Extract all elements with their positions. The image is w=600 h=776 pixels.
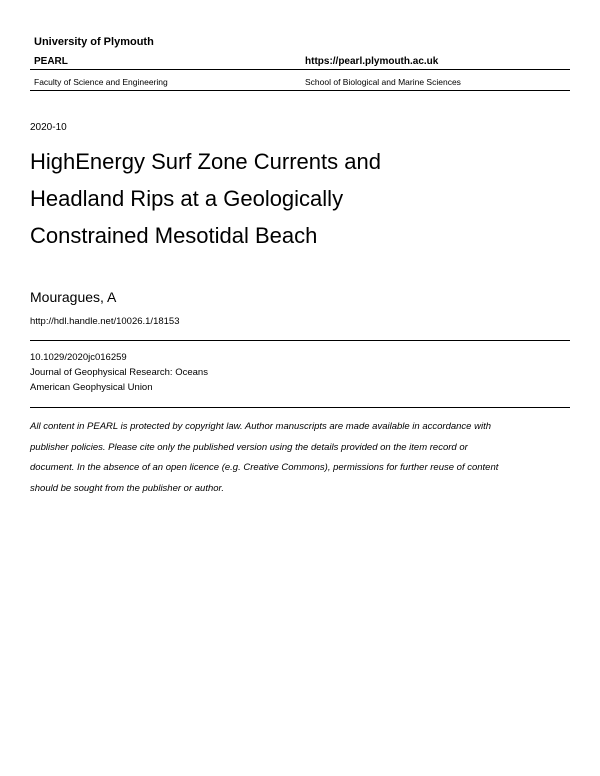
notice-line: should be sought from the publisher or author.	[30, 482, 224, 494]
publication-date: 2020-10	[30, 122, 67, 133]
header-bottom-rule	[30, 90, 570, 91]
notice-line: publisher policies. Please cite only the published version using the details provided on the item record or	[30, 441, 468, 453]
school-name: School of Biological and Marine Sciences	[305, 77, 461, 87]
publisher-name: American Geophysical Union	[30, 382, 153, 393]
handle-link[interactable]: http://hdl.handle.net/10026.1/18153	[30, 316, 180, 327]
journal-name: Journal of Geophysical Research: Oceans	[30, 367, 208, 378]
repository-name: PEARL	[34, 56, 68, 67]
doi: 10.1029/2020jc016259	[30, 352, 127, 363]
notice-line: All content in PEARL is protected by copyright law. Author manuscripts are made available in accordance with	[30, 421, 491, 432]
meta-bottom-rule	[30, 407, 570, 408]
title-line: HighEnergy Surf Zone Currents and	[30, 149, 381, 174]
title-line: Headland Rips at a Geologically	[30, 186, 344, 211]
copyright-notice	[30, 417, 575, 499]
notice-line: document. In the absence of an open licence (e.g. Creative Commons), permissions for further reuse of content	[30, 462, 499, 473]
header-top-rule	[30, 69, 570, 70]
repository-link[interactable]: https://pearl.plymouth.ac.uk	[305, 56, 439, 67]
meta-top-rule	[30, 340, 570, 341]
publication-meta	[30, 350, 208, 395]
paper-title	[30, 143, 550, 254]
title-line: Constrained Mesotidal Beach	[30, 223, 318, 248]
faculty-name: Faculty of Science and Engineering	[34, 77, 168, 87]
author-name: Mouragues, A	[30, 289, 117, 305]
institution-name: University of Plymouth	[34, 36, 154, 48]
